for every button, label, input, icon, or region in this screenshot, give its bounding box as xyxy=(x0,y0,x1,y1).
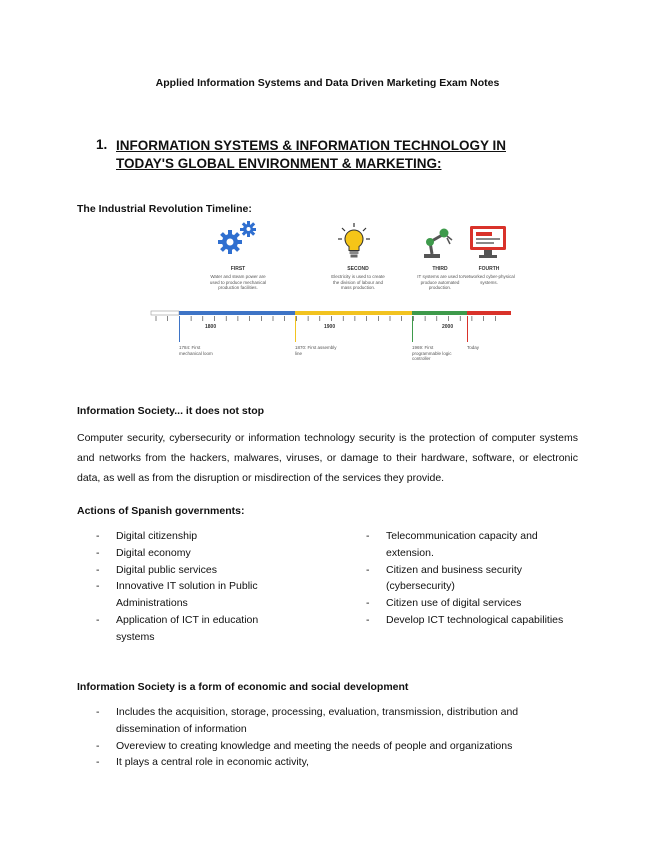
list-item: - Innovative IT solution in Public Administrations xyxy=(96,578,296,612)
below-second: 1870: First assembly line xyxy=(295,345,337,356)
marker-third xyxy=(412,316,413,342)
spanish-actions-right-list xyxy=(366,528,566,629)
year-2000: 2000 xyxy=(442,324,454,330)
marker-fourth xyxy=(467,316,468,342)
section-number: 1. xyxy=(96,137,108,152)
development-list xyxy=(96,704,576,771)
below-first: 1784: First mechanical loom xyxy=(179,345,213,356)
era-desc-second: Electricity is used to create the division of labour and mass production. xyxy=(331,274,385,291)
list-item: - Includes the acquisition, storage, processing, evaluation, transmission, distribution and dissemination of information xyxy=(96,704,576,738)
era-label-second: SECOND xyxy=(347,266,369,272)
document-title: Applied Information Systems and Data Driven Marketing Exam Notes xyxy=(155,77,500,89)
era-desc-fourth: Networked cyber-physical systems. xyxy=(463,274,515,285)
info-society-heading: Information Society... it does not stop xyxy=(77,405,265,417)
list-item: - Digital public services xyxy=(96,562,296,579)
info-society-paragraph: Computer security, cybersecurity or information technology security is the protection of computer systems and networks from the hackers, malwares, viruses, or damage to their hardware, software, or electronic data, as well as from the disruption or misdirection of the services they provide. xyxy=(77,432,578,484)
gears-icon xyxy=(212,220,262,260)
spanish-actions-heading: Actions of Spanish governments: xyxy=(77,505,245,517)
era-label-fourth: FOURTH xyxy=(478,266,500,272)
below-third: 1969: First programmable logic controller xyxy=(412,345,452,362)
robotic-arm-icon xyxy=(420,224,456,260)
era-desc-third: IT systems are used to produce automated production. xyxy=(417,274,463,291)
computer-monitor-icon xyxy=(468,224,508,260)
marker-second xyxy=(295,316,296,342)
below-fourth: Today xyxy=(467,345,480,350)
list-item: - It plays a central role in economic activity, xyxy=(96,754,576,771)
list-item: - Telecommunication capacity and extension. xyxy=(366,528,566,562)
list-item: - Citizen use of digital services xyxy=(366,595,566,612)
section-title: INFORMATION SYSTEMS & INFORMATION TECHNOLOGY IN TODAY'S GLOBAL ENVIRONMENT & MARKETING: xyxy=(116,138,506,171)
industrial-revolution-timeline xyxy=(150,220,515,370)
timeline-heading: The Industrial Revolution Timeline: xyxy=(77,203,252,215)
year-1900: 1900 xyxy=(324,324,336,330)
year-1800: 1800 xyxy=(205,324,217,330)
era-label-first: FIRST xyxy=(230,266,246,272)
list-item: - Digital citizenship xyxy=(96,528,296,545)
era-label-third: THIRD xyxy=(432,266,448,272)
list-item: - Develop ICT technological capabilities xyxy=(366,612,566,629)
list-item: - Application of ICT in education systems xyxy=(96,612,296,646)
spanish-actions-left-list xyxy=(96,528,296,646)
list-item: - Citizen and business security (cybersecurity) xyxy=(366,562,566,596)
list-item: - Digital economy xyxy=(96,545,296,562)
marker-first xyxy=(179,316,180,342)
light-bulb-icon xyxy=(336,222,372,260)
era-desc-first: Water and steam power are used to produce mechanical production facilities. xyxy=(209,274,267,291)
list-item: - Overeview to creating knowledge and meeting the needs of people and organizations xyxy=(96,738,576,755)
development-heading: Information Society is a form of economic and social development xyxy=(77,681,409,693)
